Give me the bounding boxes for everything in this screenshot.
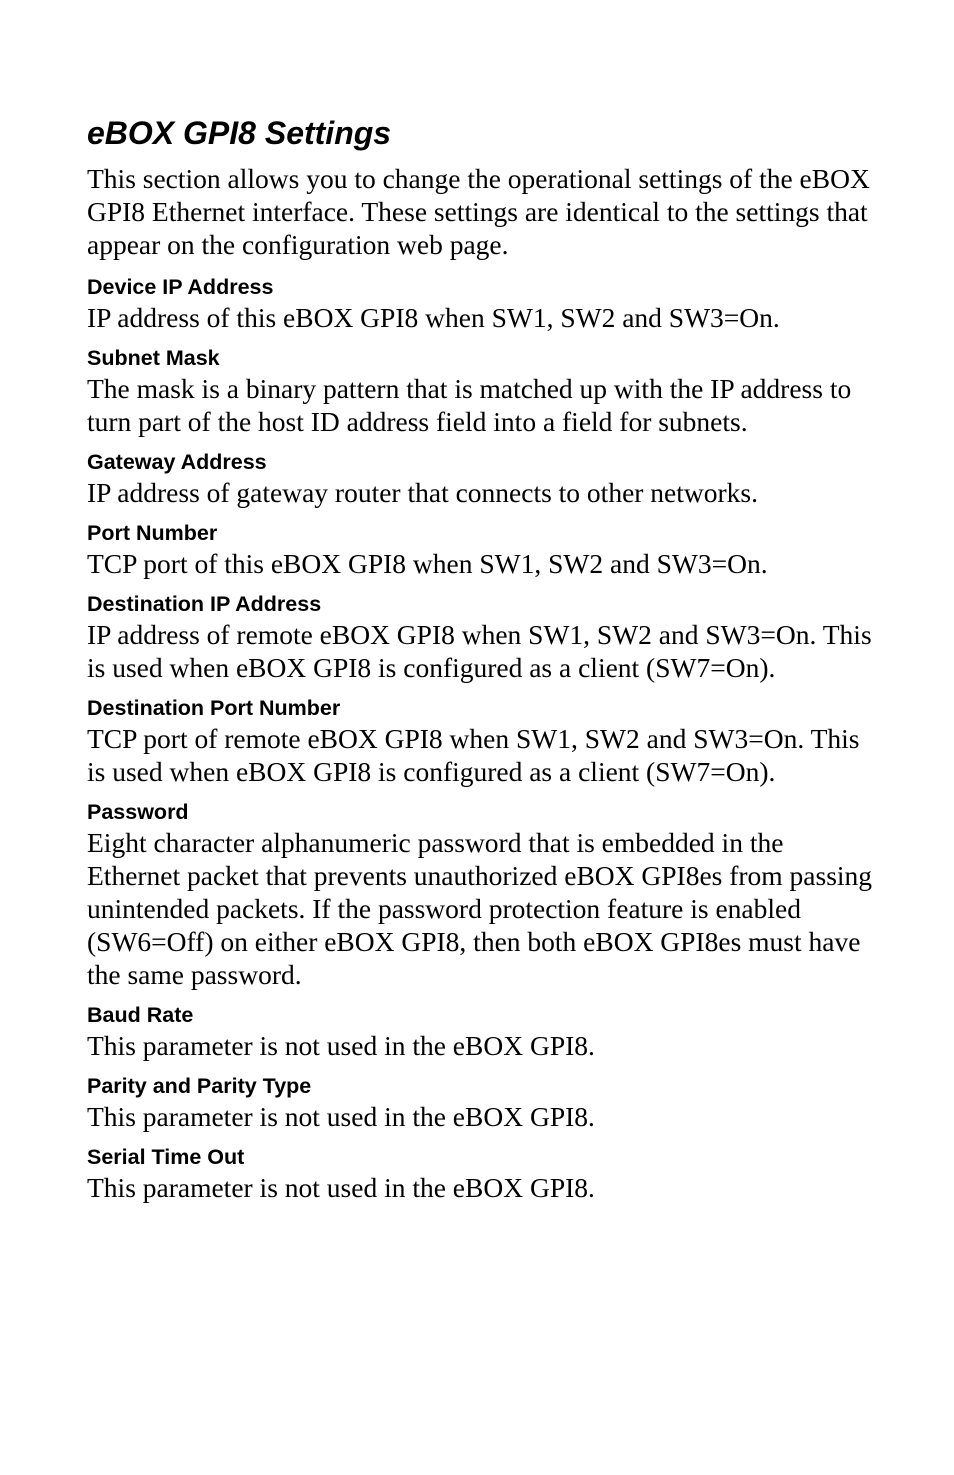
setting-description: This parameter is not used in the eBOX GPI8.: [87, 1172, 595, 1203]
setting-description: This parameter is not used in the eBOX GPI8.: [87, 1030, 595, 1061]
document-page: [87, 112, 877, 1214]
setting-description: IP address of remote eBOX GPI8 when SW1, SW2 and SW3=On. This is used when eBOX GPI8 is configured as a client (SW7=On).: [87, 619, 872, 683]
setting-description: IP address of this eBOX GPI8 when SW1, SW2 and SW3=On.: [87, 302, 780, 333]
setting-heading: Device IP Address: [87, 275, 274, 299]
setting-description: IP address of gateway router that connects to other networks.: [87, 477, 758, 508]
setting-device-ip-address: [87, 273, 877, 334]
setting-heading: Serial Time Out: [87, 1145, 245, 1169]
setting-parity-and-parity-type: [87, 1072, 877, 1133]
setting-description: TCP port of remote eBOX GPI8 when SW1, SW2 and SW3=On. This is used when eBOX GPI8 is configured as a client (SW7=On).: [87, 723, 860, 787]
setting-password: [87, 798, 877, 991]
setting-description: This parameter is not used in the eBOX GPI8.: [87, 1101, 595, 1132]
page-title: eBOX GPI8 Settings: [87, 115, 392, 151]
setting-heading: Subnet Mask: [87, 346, 220, 370]
setting-heading: Destination IP Address: [87, 592, 322, 616]
setting-destination-port-number: [87, 694, 877, 788]
setting-heading: Password: [87, 800, 189, 824]
setting-heading: Port Number: [87, 521, 218, 545]
setting-description: The mask is a binary pattern that is matched up with the IP address to turn part of the host ID address field into a field for subnets.: [87, 373, 852, 437]
setting-serial-time-out: [87, 1143, 877, 1204]
setting-heading: Gateway Address: [87, 450, 267, 474]
setting-description: TCP port of this eBOX GPI8 when SW1, SW2 and SW3=On.: [87, 548, 768, 579]
setting-gateway-address: [87, 448, 877, 509]
setting-heading: Baud Rate: [87, 1003, 194, 1027]
setting-subnet-mask: [87, 344, 877, 438]
setting-description: Eight character alphanumeric password that is embedded in the Ethernet packet that prevents unauthorized eBOX GPI8es from passing unintended packets. If the password protection feature is enabled (SW6=Off) on either eBOX GPI8, then both eBOX GPI8es must have the same password.: [87, 827, 873, 990]
setting-heading: Parity and Parity Type: [87, 1074, 312, 1098]
setting-destination-ip-address: [87, 590, 877, 684]
setting-port-number: [87, 519, 877, 580]
setting-heading: Destination Port Number: [87, 696, 341, 720]
intro-paragraph: This section allows you to change the operational settings of the eBOX GPI8 Ethernet interface. These settings are identical to the settings that appear on the configuration web page.: [87, 163, 870, 260]
setting-baud-rate: [87, 1001, 877, 1062]
